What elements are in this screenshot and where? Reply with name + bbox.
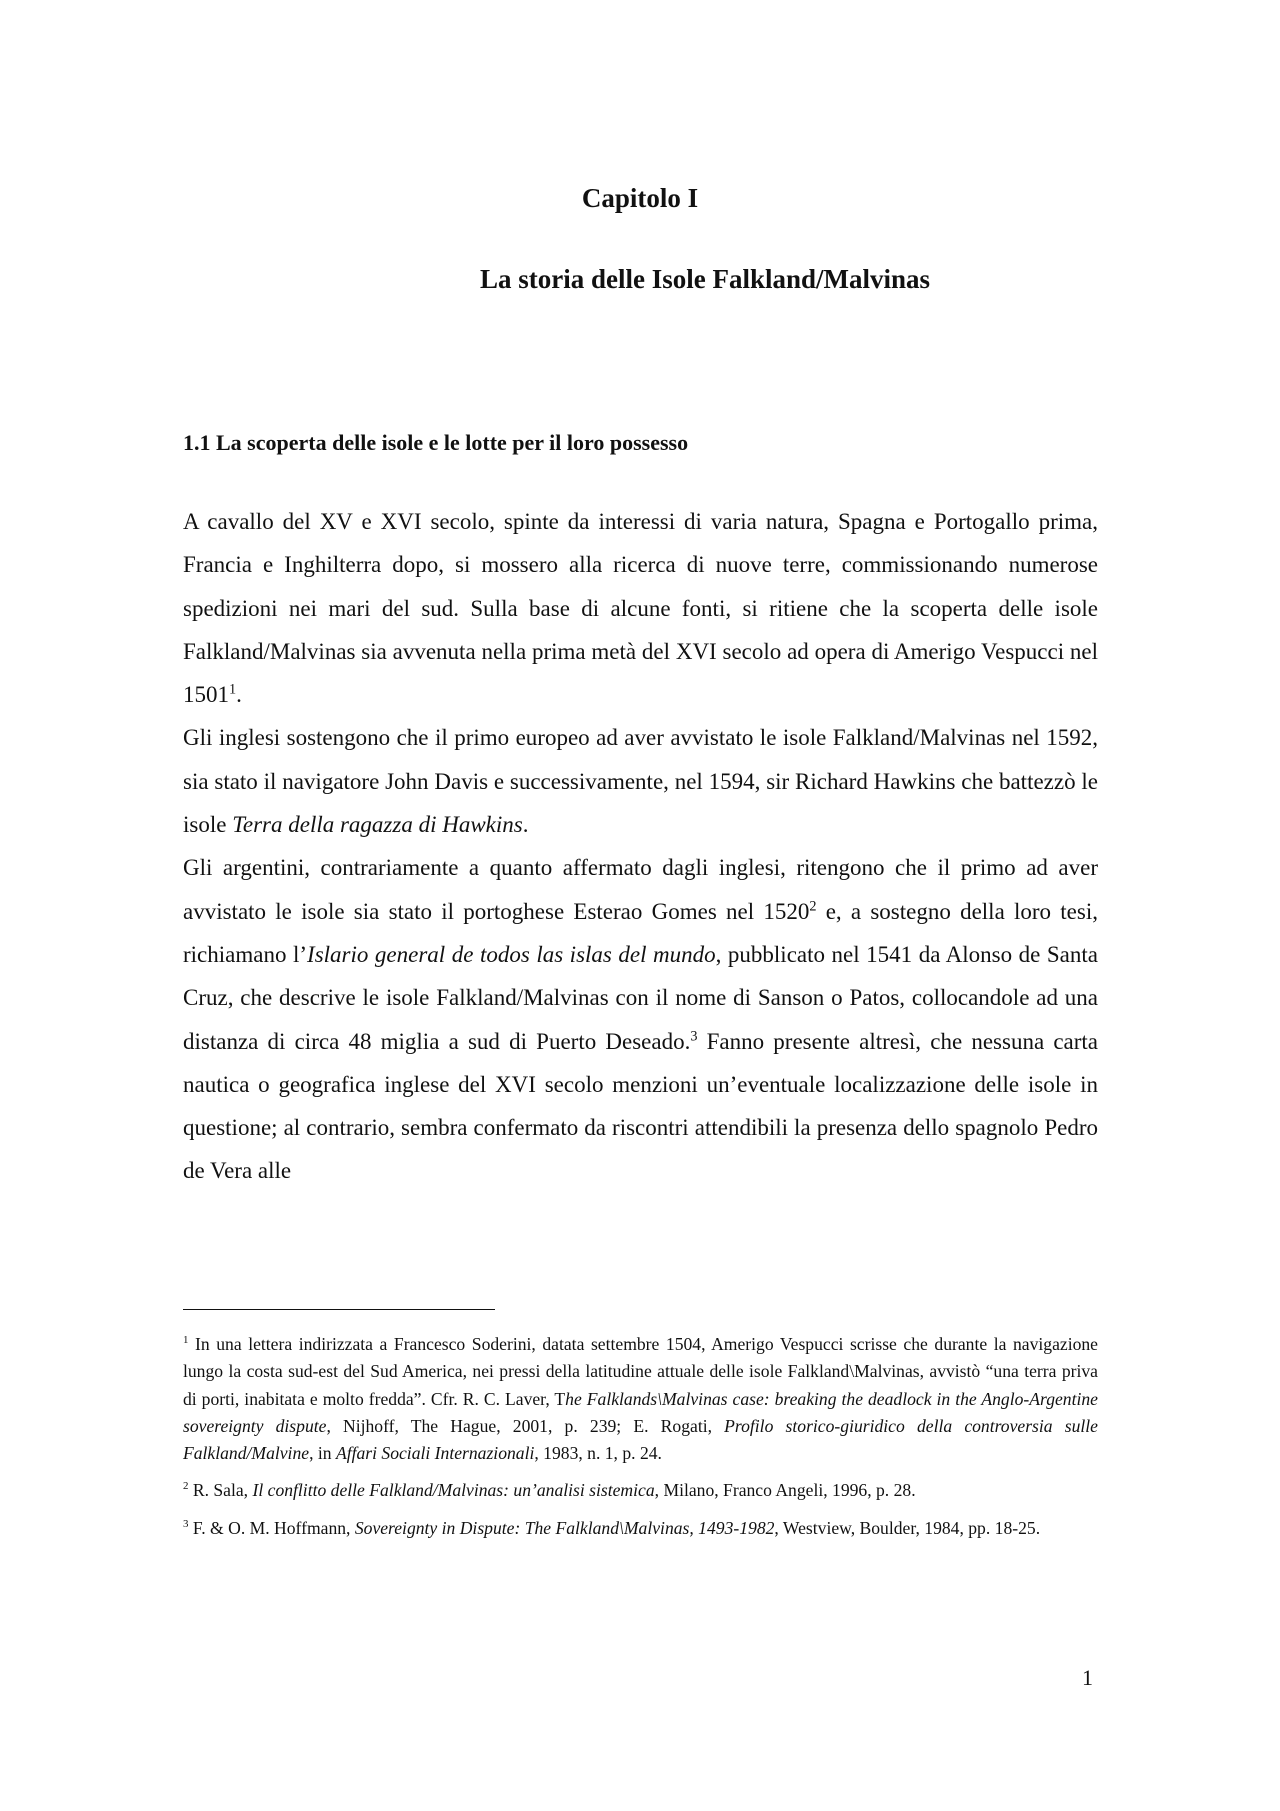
footnote-2-i1: Il conflitto delle Falkland/Malvinas: un’analisi sistemica [252, 1480, 655, 1501]
footnote-1-i2: Profilo storico-giuridico della controversia sulle Falkland/Malvine [183, 1415, 1098, 1464]
footnote-ref-1: 1 [229, 681, 237, 698]
footnote-1-i1: he Falklands\Malvinas case: breaking the deadlock in the Anglo-Argentine sovereignty dispute [183, 1388, 1098, 1436]
paragraph-2 [183, 716, 1098, 846]
paragraph-1-end: . [236, 682, 242, 708]
page-number: 1 [1082, 1665, 1093, 1690]
footnote-3-b: , Westview, Boulder, 1984, pp. 18-25. [774, 1517, 1041, 1538]
footnote-1-i3: Affari Sociali Internazionali [335, 1443, 535, 1464]
paragraph-3-c: , pubblicato nel 1541 da Alonso de Santa Cruz, che descrive le isole Falkland/Malvinas con il nome di Sanson o Patos, collocandole ad una distanza di circa 48 miglia a sud di Puerto Deseado. [183, 941, 1098, 1054]
paragraph-2-text: Gli inglesi sostengono che il primo europeo ad aver avvistato le isole Falkland/Malvinas nel 1592, sia stato il navigatore John Davis e successivamente, nel 1594, sir Richard Hawkins che battezzò le isole [183, 725, 1098, 838]
paragraph-3-d: Fanno presente altresì, che nessuna carta nautica o geografica inglese del XVI secolo menzioni un’eventuale localizzazione delle isole in questione; al contrario, sembra confermato da riscontri attendibili la presenza dello spagnolo Pedro de Vera alle [183, 1028, 1098, 1184]
footnote-1-d: , 1983, n. 1, p. 24. [534, 1443, 662, 1464]
footnote-3-i1: Sovereignty in Dispute: The Falkland\Malvinas, 1493-1982 [354, 1517, 775, 1538]
chapter-title: La storia delle Isole Falkland/Malvinas [479, 264, 931, 294]
paragraph-2-end: . [522, 812, 529, 838]
footnote-3 [183, 1515, 1098, 1542]
paragraph-1 [183, 500, 1098, 716]
footnote-ref-2: 2 [809, 898, 817, 915]
footnote-1-c: , in [309, 1443, 336, 1464]
footnote-1 [183, 1331, 1098, 1467]
paragraph-2-italic: Terra della ragazza di Hawkins [232, 812, 523, 838]
footnote-2-a: R. Sala, [188, 1480, 253, 1501]
footnote-ref-3: 3 [690, 1027, 698, 1044]
footnote-2-number: 2 [183, 1480, 189, 1493]
paragraph-3-b: e, a sostegno della loro tesi, richiamano l’ [183, 898, 1098, 967]
chapter-label: Capitolo I [581, 183, 699, 213]
paragraph-3 [183, 846, 1098, 1192]
footnote-2 [183, 1477, 1098, 1504]
paragraph-1-text: A cavallo del XV e XVI secolo, spinte da interessi di varia natura, Spagna e Portogallo prima, Francia e Inghilterra dopo, si mossero alla ricerca di nuove terre, commissionando numerose spedizioni nei mari del sud. Sulla base di alcune fonti, si ritiene che la scoperta delle isole Falkland/Malvinas sia avvenuta nella prima metà del XVI secolo ad opera di Amerigo Vespucci nel 1501 [183, 509, 1098, 708]
footnote-separator [183, 1309, 495, 1310]
footnote-3-a: F. & O. M. Hoffmann, [188, 1517, 355, 1538]
paragraph-3-a: Gli argentini, contrariamente a quanto affermato dagli inglesi, ritengono che il primo ad aver avvistato le isole sia stato il portoghese Esterao Gomes nel 1520 [183, 855, 1098, 924]
paragraph-3-italic: Islario general de todos las islas del mundo [307, 941, 716, 967]
footnote-1-number: 1 [183, 1334, 189, 1347]
section-heading: 1.1 La scoperta delle isole e le lotte per il loro possesso [183, 430, 689, 455]
footnote-3-number: 3 [183, 1517, 189, 1530]
footnotes [183, 1331, 1098, 1552]
footnote-2-b: , Milano, Franco Angeli, 1996, p. 28. [654, 1480, 916, 1501]
footnote-1-a: In una lettera indirizzata a Francesco Soderini, datata settembre 1504, Amerigo Vespucci scrisse che durante la navigazione lungo la costa sud-est del Sud America, nei pressi della latitudine attuale delle isole Falkland\Malvinas, avvistò “una terra priva di porti, inabitata e molto fredda”. Cfr. R. C. Laver, T [183, 1334, 1098, 1409]
footnote-1-b: , Nijhoff, The Hague, 2001, p. 239; E. Rogati, [326, 1415, 725, 1436]
body-text [183, 500, 1098, 1193]
